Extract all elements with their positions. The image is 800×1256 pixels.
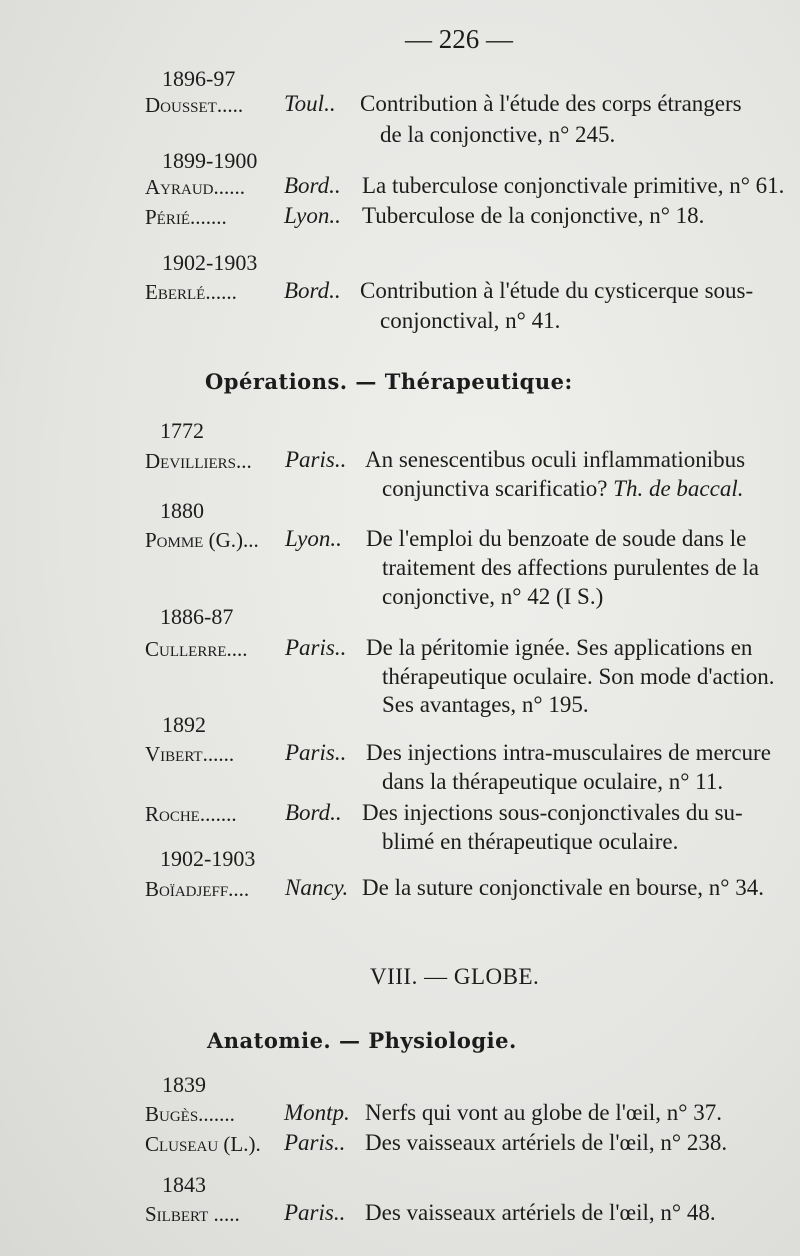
entry-title: Des injections sous-conjonctivales du su- xyxy=(362,800,743,825)
author-cluseau: Cluseau (L.). xyxy=(145,1132,261,1156)
year-heading: 1892 xyxy=(162,712,206,737)
author-vibert: Vibert...... xyxy=(145,742,235,766)
author-perie: Périé....... xyxy=(145,205,227,229)
year-heading: 1843 xyxy=(162,1172,206,1197)
city: Lyon.. xyxy=(285,526,342,551)
city: Paris.. xyxy=(284,1130,346,1155)
city: Paris.. xyxy=(285,635,347,660)
entry-title: dans la thérapeutique oculaire, n° 11. xyxy=(382,769,724,794)
section-heading: Anatomie. — Physiologie. xyxy=(207,1028,517,1053)
year-heading: 1772 xyxy=(160,418,204,443)
author-boiadjeff: Boïadjeff.... xyxy=(145,877,250,901)
city: Bord.. xyxy=(284,278,341,303)
thesis-note: Th. de baccal. xyxy=(613,476,744,501)
entry-title: De la suture conjonctivale en bourse, n° 34. xyxy=(362,875,764,900)
year-heading: 1902-1903 xyxy=(162,250,258,275)
year-heading: 1886-87 xyxy=(160,604,234,629)
entry-title: Tuberculose de la conjonctive, n° 18. xyxy=(362,203,705,228)
year-heading: 1896-97 xyxy=(162,66,236,91)
entry-title: Nerfs qui vont au globe de l'œil, n° 37. xyxy=(365,1100,723,1125)
entry-title: Contribution à l'étude des corps étrangers xyxy=(360,91,742,116)
year-heading: 1839 xyxy=(162,1072,206,1097)
page-number: — 226 — xyxy=(405,24,513,54)
section-heading: Opérations. — Thérapeutique: xyxy=(205,369,573,394)
year-heading: 1899-1900 xyxy=(162,148,258,173)
entry-title: Contribution à l'étude du cysticerque sous- xyxy=(360,278,754,303)
entry-title: La tuberculose conjonctivale primitive, n° 61. xyxy=(362,173,785,198)
author-cullerre: Cullerre.... xyxy=(145,637,248,661)
author-ayraud: Ayraud...... xyxy=(145,175,246,199)
author-buges: Bugès....... xyxy=(145,1102,235,1126)
entry-title: de la conjonctive, n° 245. xyxy=(380,122,616,147)
city: Paris.. xyxy=(285,447,347,472)
entry-title: conjonctive, n° 42 (I S.) xyxy=(382,584,604,609)
entry-title-part: conjunctiva scarificatio? xyxy=(382,476,608,501)
city: Montp. xyxy=(284,1100,350,1125)
author-silbert: Silbert ..... xyxy=(145,1202,240,1226)
entry-title: conjonctival, n° 41. xyxy=(380,308,561,333)
author-devilliers: Devilliers... xyxy=(145,449,252,473)
entry-title xyxy=(382,476,743,502)
entry-title: thérapeutique oculaire. Son mode d'action. xyxy=(382,664,775,689)
entry-title: blimé en thérapeutique oculaire. xyxy=(382,829,679,854)
city: Bord.. xyxy=(285,800,342,825)
author-eberle: Eberlé...... xyxy=(145,280,237,304)
city: Paris.. xyxy=(285,740,347,765)
city: Paris.. xyxy=(284,1200,346,1225)
entry-title: De la péritomie ignée. Ses applications en xyxy=(366,635,753,660)
author-dousset: Dousset..... xyxy=(145,93,244,117)
entry-title: Des injections intra-musculaires de mercure xyxy=(366,740,771,765)
chapter-heading: VIII. — GLOBE. xyxy=(370,964,540,989)
entry-title: traitement des affections purulentes de la xyxy=(382,555,760,580)
city: Nancy. xyxy=(285,875,349,900)
entry-title: De l'emploi du benzoate de soude dans le xyxy=(366,526,747,551)
author-pomme: Pomme (G.)... xyxy=(145,528,259,552)
city: Bord.. xyxy=(284,173,341,198)
year-heading: 1880 xyxy=(160,498,204,523)
entry-title: Des vaisseaux artériels de l'œil, n° 48. xyxy=(365,1200,716,1225)
author-roche: Roche....... xyxy=(145,802,237,826)
year-heading: 1902-1903 xyxy=(160,846,256,871)
entry-title: Ses avantages, n° 195. xyxy=(382,692,589,717)
entry-title: An senescentibus oculi inflammationibus xyxy=(365,447,746,472)
city: Toul.. xyxy=(284,91,336,116)
entry-title: Des vaisseaux artériels de l'œil, n° 238. xyxy=(365,1130,728,1155)
city: Lyon.. xyxy=(284,203,341,228)
